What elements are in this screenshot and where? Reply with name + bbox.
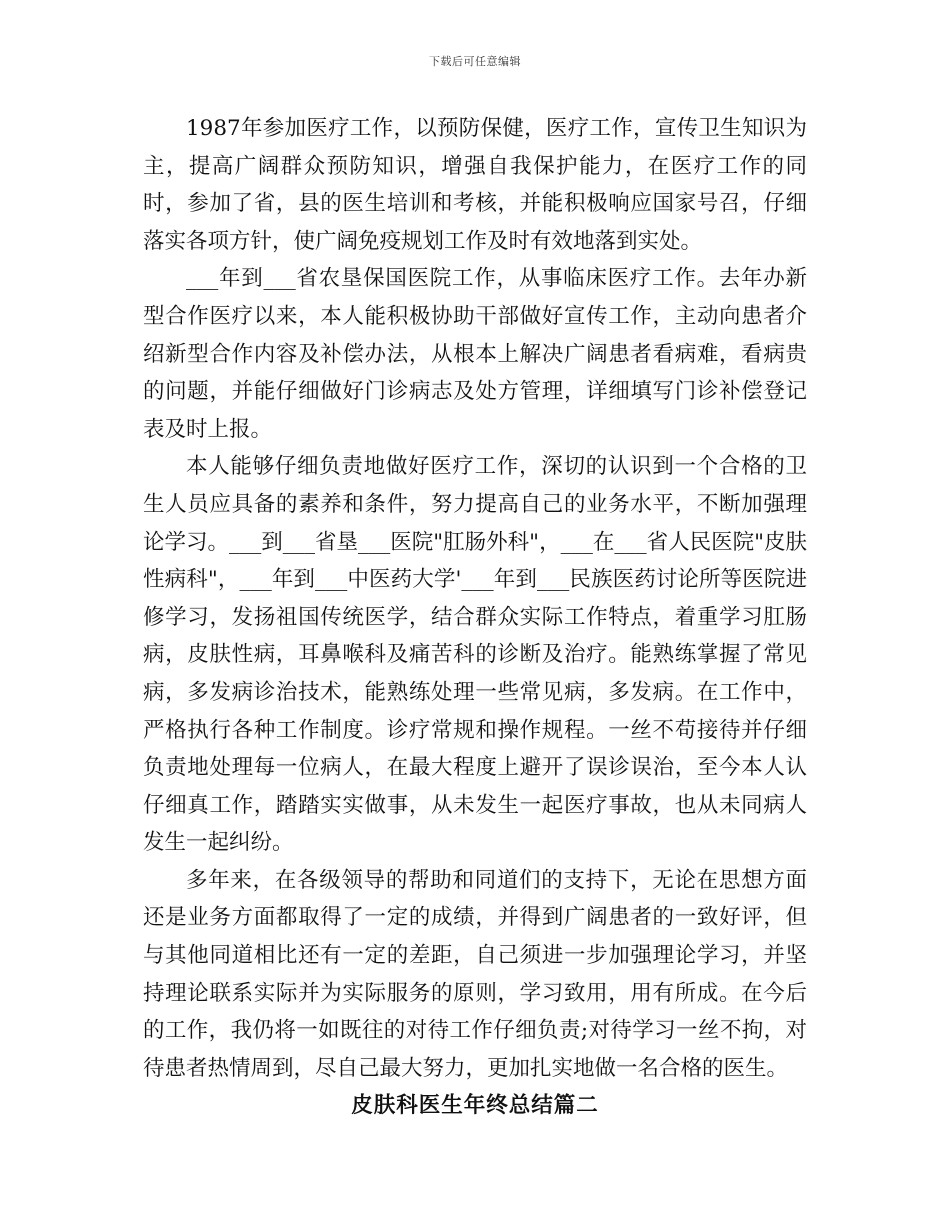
section-title: 皮肤科医生年终总结篇二	[351, 1093, 599, 1119]
page-header: 下载后可任意编辑	[429, 55, 521, 68]
document-body	[143, 110, 807, 1125]
paragraph-4: 多年来，在各级领导的帮助和同道们的支持下，无论在思想方面还是业务方面都取得了一定的成绩，并得到广阔患者的一致好评，但与其他同道相比还有一定的差距，自己须进一步加强理论学习，并坚持理论联系实际并为实际服务的原则，学习致用，用有所成。在今后的工作，我仍将一如既往的对待工作仔细负责;对待学习一丝不拘，对待患者热情周到，尽自己最大努力，更加扎实地做一名合格的医生。	[143, 867, 807, 1081]
paragraph-1: 1987年参加医疗工作，以预防保健，医疗工作，宣传卫生知识为主，提高广阔群众预防知识，增强自我保护能力，在医疗工作的同时，参加了省，县的医生培训和考核，并能积极响应国家号召，仔细落实各项方针，使广阔免疫规划工作及时有效地落到实处。	[143, 116, 807, 254]
paragraph-2: ___年到___省农垦保国医院工作，从事临床医疗工作。去年办新型合作医疗以来，本人能积极协助干部做好宣传工作，主动向患者介绍新型合作内容及补偿办法，从根本上解决广阔患者看病难，看病贵的问题，并能仔细做好门诊病志及处方管理，详细填写门诊补偿登记表及时上报。	[143, 266, 807, 442]
paragraph-3: 本人能够仔细负责地做好医疗工作，深切的认识到一个合格的卫生人员应具备的素养和条件，努力提高自己的业务水平，不断加强理论学习。___到___省垦___医院"肛肠外科"，___在___省人民医院"皮肤性病科"，___年到___中医药大学'___年到___民族医药讨论所等医院进修学习，发扬祖国传统医学，结合群众实际工作特点，着重学习肛肠病，皮肤性病，耳鼻喉科及痛苦科的诊断及治疗。能熟练掌握了常见病，多发病诊治技术，能熟练处理一些常见病，多发病。在工作中，严格执行各种工作制度。诊疗常规和操作规程。一丝不苟接待并仔细负责地处理每一位病人，在最大程度上避开了误诊误治，至今本人认仔细真工作，踏踏实实做事，从未发生一起医疗事故，也从未同病人发生一起纠纷。	[143, 454, 807, 856]
